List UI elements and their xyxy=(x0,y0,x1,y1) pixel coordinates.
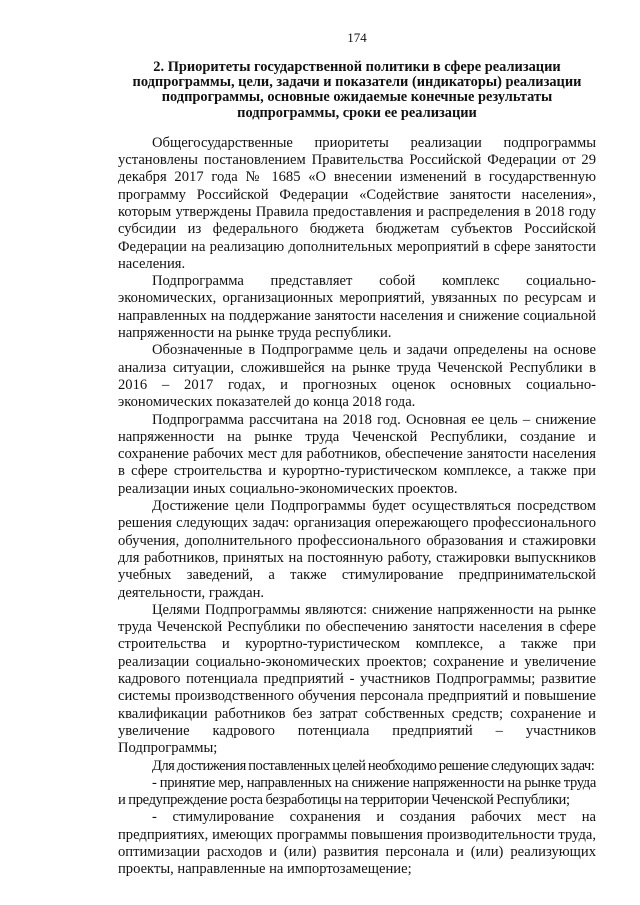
paragraph-main-goal: Подпрограмма рассчитана на 2018 год. Основная ее цель – снижение напряженности на рынке труда Чеченской Республики, создание и сохранение рабочих мест для работников, обеспечение занятости населения в сфере строительства и курортно-туристическом комплексе, а также при реализации иных социально-экономических проектов. xyxy=(118,411,596,497)
list-item-task-2: - стимулирование сохранения и создания рабочих мест на предприятиях, имеющих программы повышения производительности труда, оптимизации расходов и (или) развития персонала и (или) реализующих проекты, направленные на импортозамещение; xyxy=(118,809,596,878)
page-number: 174 xyxy=(347,30,367,45)
paragraph-tasks-intro: Для достижения поставленных целей необходимо решение следующих задач: xyxy=(152,757,595,774)
paragraph-priorities: Общегосударственные приоритеты реализации подпрограммы установлены постановлением Правительства Российской Федерации от 29 декабря 2017 года № 1685 «О внесении изменений в государственную программу Российской Федерации «Содействие занятости населения», которым утверждены Правила предоставления и распределения в 2018 году субсидии из федерального бюджета бюджетам субъектов Российской Федерации на реализацию дополнительных мероприятий в сфере занятости населения. xyxy=(118,134,596,272)
document-page xyxy=(118,30,596,879)
paragraph-achievement: Достижение цели Подпрограммы будет осуществляться посредством решения следующих задач: организация опережающего профессионального обучения, дополнительного профессионального образования и стажировки для работников, принятых на постоянную работу, стажировки выпускников учебных заведений, а также стимулирование предпринимательской деятельности, граждан. xyxy=(118,498,596,601)
paragraph-subprogram-description: Подпрограмма представляет собой комплекс социально-экономических, организационных мероприятий, увязанных по ресурсам и направленных на поддержание занятости населения и снижение социальной напряженности на рынке труда республики. xyxy=(118,273,596,342)
paragraph-goals-basis: Обозначенные в Подпрограмме цель и задачи определены на основе анализа ситуации, сложившейся на рынке труда Чеченской Республики в 2016 – 2017 годах, и прогнозных оценок основных социально-экономических показателей до конца 2018 года. xyxy=(118,342,596,411)
section-heading: 2. Приоритеты государственной политики в сфере реализации подпрограммы, цели, задачи и показатели (индикаторы) реализации подпрограммы, основные ожидаемые конечные результаты подпрограммы, сроки ее реализации xyxy=(132,59,582,121)
paragraph-objectives: Целями Подпрограммы являются: снижение напряженности на рынке труда Чеченской Республики по обеспечению занятости населения в сфере строительства и курортно-туристическом комплексе, а также при реализации социально-экономических проектов; сохранение и увеличение кадрового потенциала предприятий - участников Подпрограммы; развитие системы производственного обучения персонала предприятий и повышение квалификации работников без затрат собственных средств; сохранение и увеличение кадрового потенциала предприятий – участников Подпрограммы; xyxy=(118,601,596,757)
list-item-task-1: - принятие мер, направленных на снижение напряженности на рынке труда и предупреждение роста безработицы на территории Чеченской Республики; xyxy=(118,774,596,809)
